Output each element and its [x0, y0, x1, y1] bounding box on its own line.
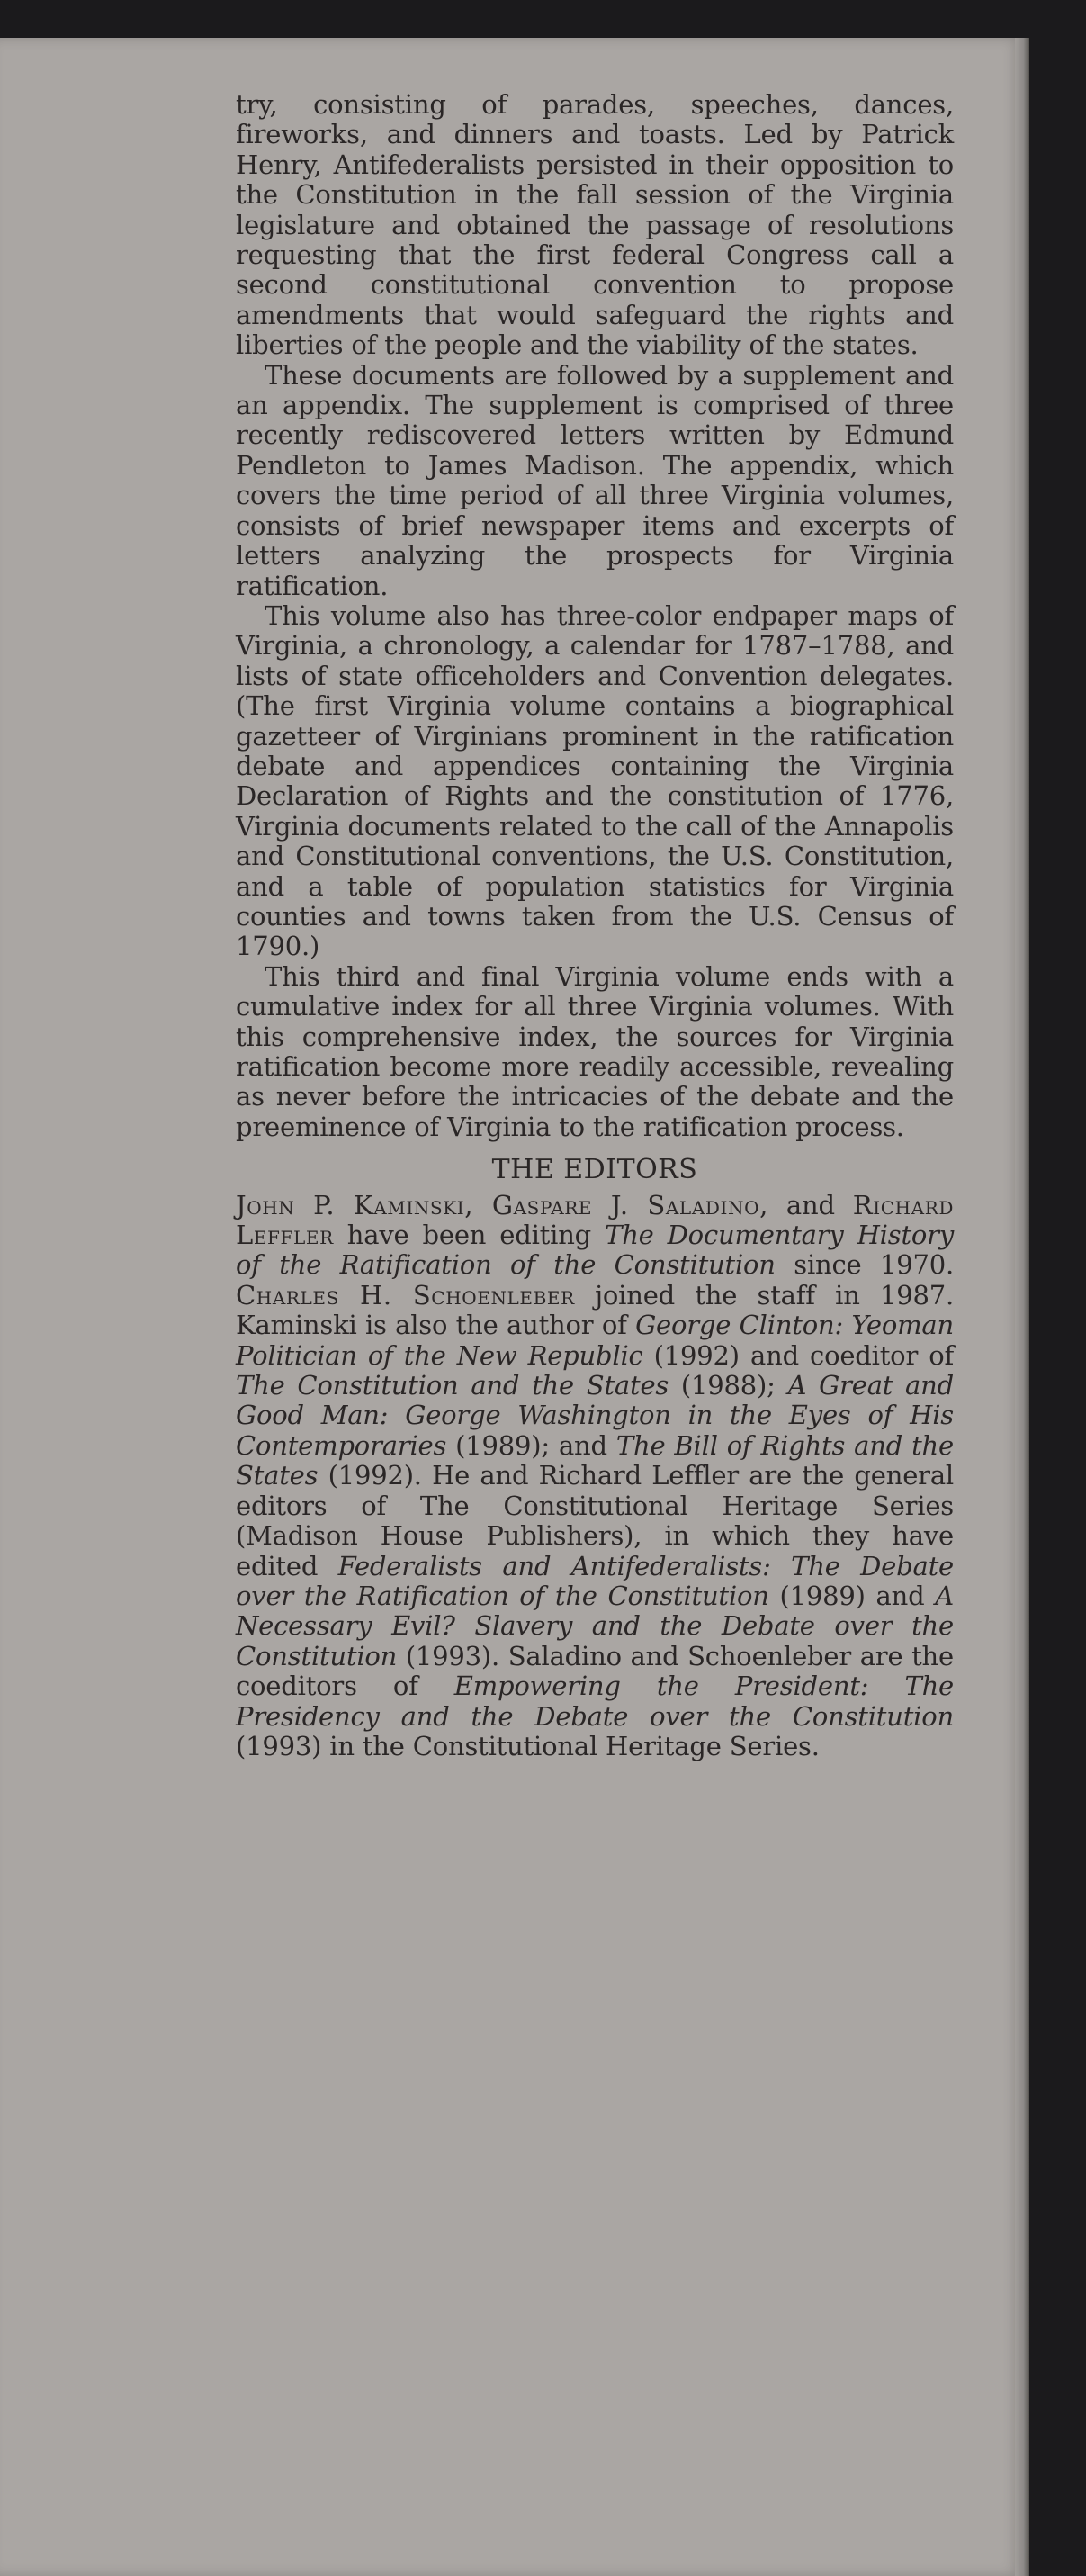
bio-segment: (1989); and — [446, 1429, 616, 1461]
flap-text-column — [236, 90, 954, 1761]
bio-segment: (1993) in the Constitutional Heritage Series. — [236, 1730, 820, 1761]
paragraph-maps-chronology: This volume also has three-color endpaper maps of Virginia, a chronology, a calendar for 1787–1788, and lists of state officeholders and Convention delegates. (The first Virginia volume contains a biographical gazetteer of Virginians prominent in the ratification debate and appendices containing the Virginia Declaration of Rights and the constitution of 1776, Virginia documents related to the call of the Annapolis and Constitutional conventions, the U.S. Constitution, and a table of population statistics for Virginia counties and towns taken from the U.S. Census of 1790.) — [236, 599, 954, 962]
bio-segment: Federalists and Antifederalists: The Debate over the Ratification of the Constitution — [236, 1550, 954, 1611]
editors-biography — [236, 1191, 954, 1762]
bio-segment: Richard Leffler — [236, 1189, 955, 1251]
bio-segment: George Clinton: Yeoman Politician of the New Republic — [236, 1310, 954, 1371]
page-edge — [1015, 38, 1029, 2576]
bio-segment: (1989) and — [768, 1580, 936, 1611]
bio-segment: joined the staff in 1987. Kaminski is also the author of — [236, 1279, 955, 1341]
paragraph-supplement-appendix: These documents are followed by a supplement and an appendix. The supplement is comprised of three recently rediscovered letters written by Edmund Pendleton to James Madison. The appendix, which covers the time period of all three Virginia volumes, consists of brief newspaper items and excerpts of letters analyzing the prospects for Virginia ratification. — [236, 359, 954, 601]
bio-segment: (1992) and coeditor of — [642, 1339, 954, 1371]
bio-segment: The Constitution and the States — [236, 1370, 669, 1401]
bio-segment: Empowering the President: The Presidency and the Debate over the Constitution — [236, 1671, 955, 1732]
bio-segment: Charles H. Schoenleber — [236, 1279, 575, 1311]
bio-segment: The Bill of Rights and the States — [236, 1429, 954, 1491]
bio-segment: The Documentary History of the Ratification of the Constitution — [236, 1220, 955, 1281]
bio-segment: since 1970. — [775, 1249, 954, 1281]
bio-segment: John P. Kaminski, Gaspare J. Saladino, — [236, 1189, 768, 1220]
paragraph-ratification-celebrations: try, consisting of parades, speeches, dances, fireworks, and dinners and toasts. Led by Patrick Henry, Antifederalists persisted in their opposition to the Constitution in the fall session of the Virginia legislature and obtained the passage of resolutions requesting that the first federal Congress call a second constitutional convention to propose amendments that would safeguard the rights and liberties of the people and the viability of the states. — [236, 89, 954, 361]
bio-segment: (1992). He and Richard Leffler are the general editors of The Constitutional Heritage Series (Madison House Publishers), in which they have edited — [236, 1460, 954, 1581]
bio-segment: A Necessary Evil? Slavery and the Debate over the Constitution — [236, 1580, 955, 1671]
bio-segment: (1988); — [669, 1370, 788, 1401]
bio-segment: have been editing — [333, 1220, 606, 1251]
scan-background — [0, 0, 1035, 38]
paragraph-cumulative-index: This third and final Virginia volume ends with a cumulative index for all three Virginia volumes. With this comprehensive index, the sources for Virginia ratification become more readily accessible, revealing as never before the intricacies of the debate and the preeminence of Virginia to the ratification process. — [236, 960, 954, 1142]
editors-heading: THE EDITORS — [491, 1154, 698, 1186]
bio-segment: (1993). Saladino and Schoenleber are the coeditors of — [236, 1640, 954, 1702]
bio-segment: and — [767, 1189, 853, 1220]
bio-segment: A Great and Good Man: George Washington in the Eyes of His Contemporaries — [236, 1370, 954, 1461]
